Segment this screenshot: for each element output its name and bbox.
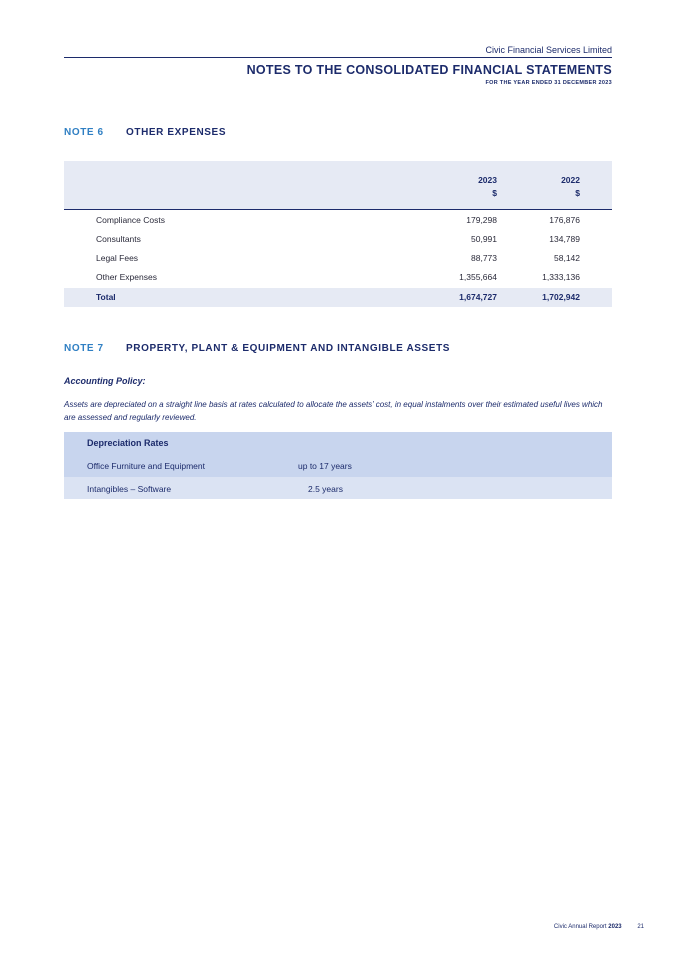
table-row (64, 249, 612, 268)
table-row (64, 230, 612, 249)
total-2023: 1,674,727 (459, 292, 497, 302)
asset-class: Intangibles – Software (87, 484, 172, 494)
column-header-2023: 2023 $ (478, 175, 497, 198)
depreciation-rate: up to 17 years (298, 461, 352, 471)
accounting-policy-label: Accounting Policy: (64, 376, 146, 386)
expenses-table-header (64, 161, 612, 210)
document-title: NOTES TO THE CONSOLIDATED FINANCIAL STATEMENTS (246, 63, 612, 77)
total-row (64, 288, 612, 307)
value-2022: 134,789 (549, 234, 580, 244)
value-2023: 179,298 (466, 215, 497, 225)
row-label: Other Expenses (96, 272, 157, 282)
page-number: 21 (637, 924, 644, 930)
footer-brand: Civic Annual Report (553, 924, 607, 930)
document-subtitle: FOR THE YEAR ENDED 31 DECEMBER 2023 (485, 80, 612, 86)
value-2022: 1,333,136 (542, 272, 580, 282)
value-2022: 58,142 (554, 253, 580, 263)
depreciation-heading: Depreciation Rates (87, 438, 169, 448)
asset-class: Office Furniture and Equipment (87, 461, 205, 471)
value-2023: 50,991 (471, 234, 497, 244)
note6-title: OTHER EXPENSES (126, 127, 227, 138)
value-2023: 1,355,664 (459, 272, 497, 282)
table-row (64, 268, 612, 287)
depreciation-rates-box (64, 432, 612, 499)
note7-heading (64, 343, 450, 354)
column-header-2022: 2022 $ (561, 175, 580, 198)
value-2023: 88,773 (471, 253, 497, 263)
total-label: Total (96, 292, 116, 302)
row-label: Compliance Costs (96, 215, 165, 225)
footer-year: 2023 (608, 924, 622, 930)
company-name: Civic Financial Services Limited (485, 45, 612, 55)
row-label: Consultants (96, 234, 141, 244)
total-2022: 1,702,942 (542, 292, 580, 302)
accounting-policy-text: Assets are depreciated on a straight line basis at rates calculated to allocate the assets’ cost, in equal instalments over their estimated useful lives which are assessed and regularly reviewed. (64, 400, 603, 422)
note6-heading (64, 127, 226, 138)
table-row (64, 211, 612, 230)
page-footer (554, 924, 644, 930)
header-rule (64, 57, 612, 58)
value-2022: 176,876 (549, 215, 580, 225)
row-label: Legal Fees (96, 253, 139, 263)
note7-title: PROPERTY, PLANT & EQUIPMENT AND INTANGIBLE ASSETS (126, 343, 451, 354)
depreciation-rate: 2.5 years (308, 484, 343, 494)
note7-number: NOTE 7 (64, 343, 104, 354)
note6-number: NOTE 6 (64, 127, 104, 138)
